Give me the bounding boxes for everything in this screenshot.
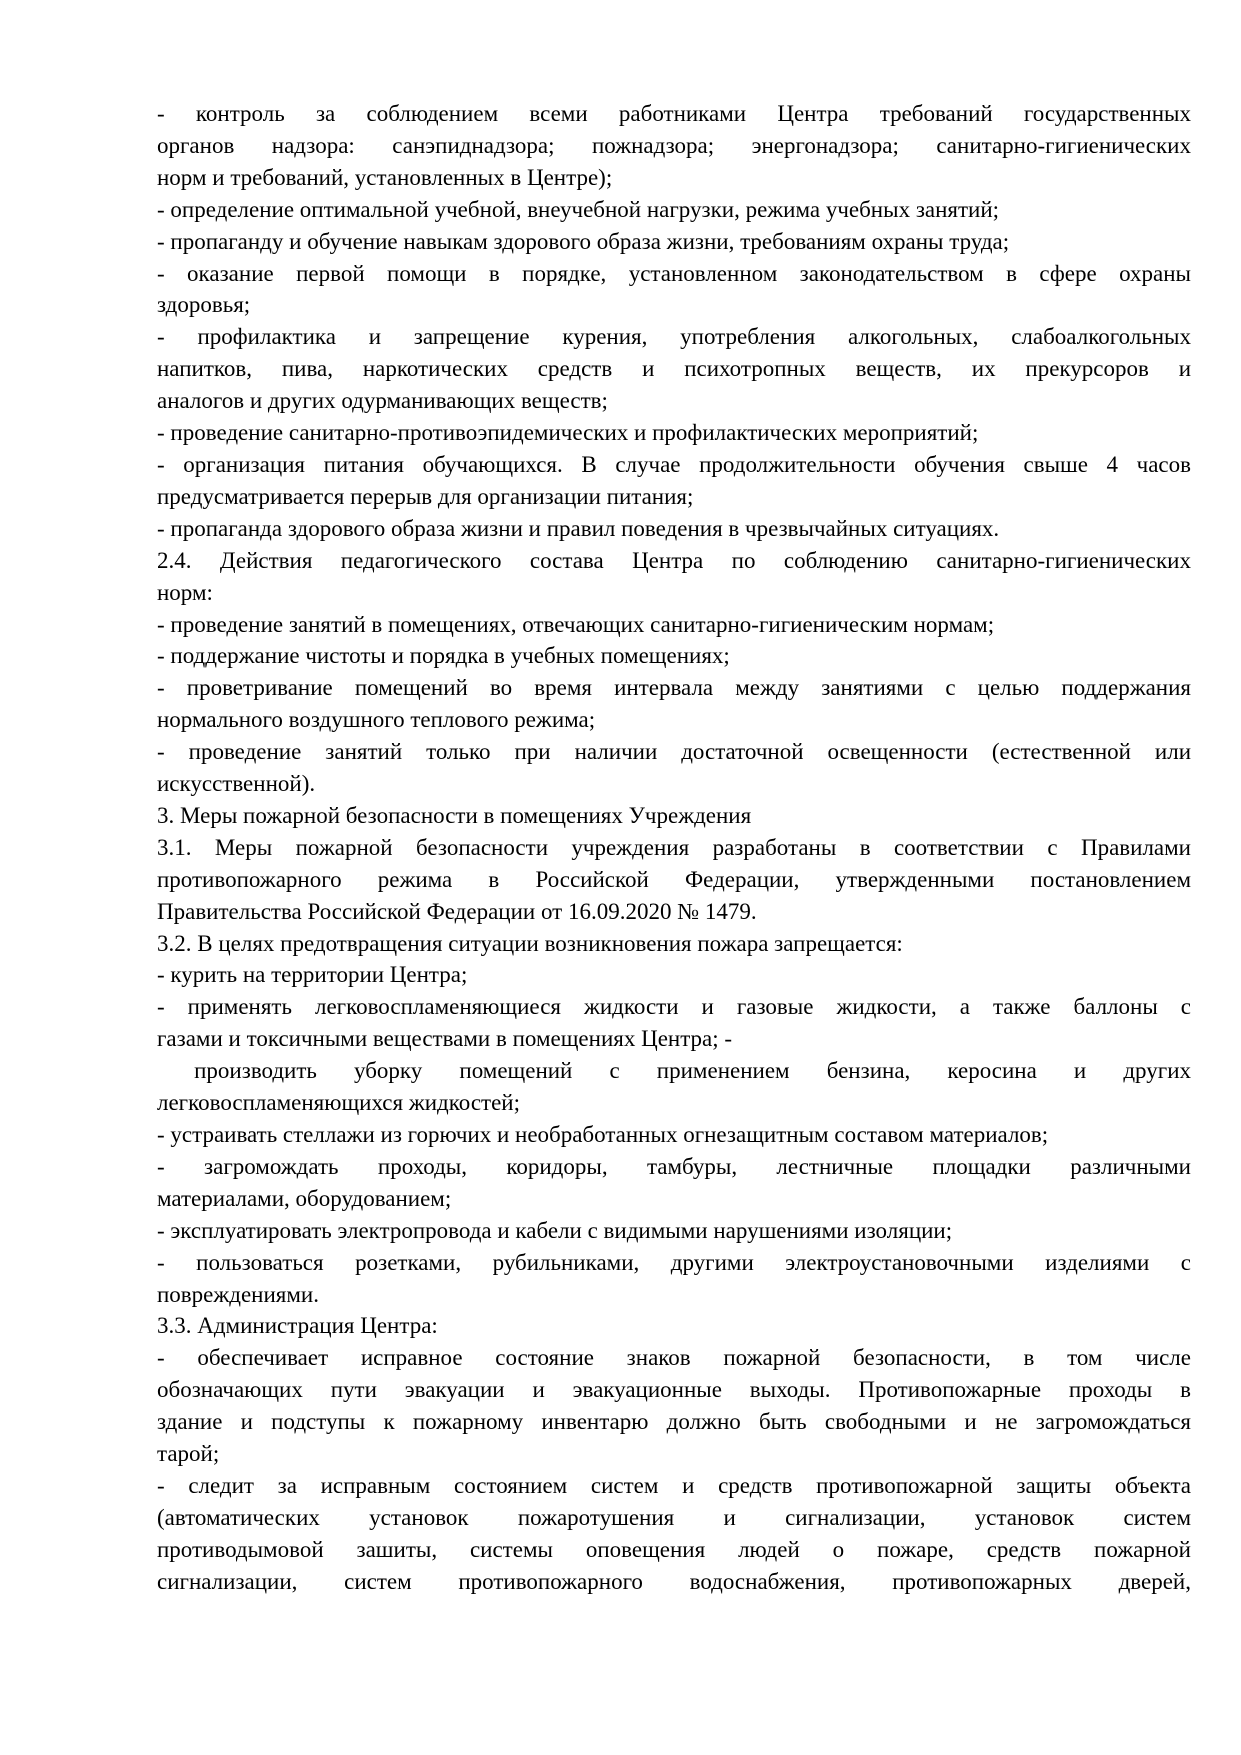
text-line: - загромождать проходы, коридоры, тамбуры, лестничные площадки различными: [157, 1153, 1191, 1179]
paragraph: [157, 640, 1191, 672]
text-line: (автоматических установок пожаротушения и сигнализации, установок систем: [157, 1504, 1191, 1530]
paragraph: [157, 258, 1191, 322]
paragraph: [157, 928, 1191, 960]
text-line: обозначающих пути эвакуации и эвакуационные выходы. Противопожарные проходы в: [157, 1377, 1191, 1403]
text-line: сигнализации, систем противопожарного водоснабжения, противопожарных дверей,: [157, 1568, 1191, 1594]
text-line: напитков, пива, наркотических средств и психотропных веществ, их прекурсоров и: [157, 356, 1191, 382]
text-line: - проведение санитарно-противоэпидемических и профилактических мероприятий;: [157, 420, 979, 446]
text-line: легковоспламеняющихся жидкостей;: [157, 1090, 520, 1116]
text-line: предусматривается перерыв для организации питания;: [157, 483, 694, 509]
text-line: 3. Меры пожарной безопасности в помещениях Учреждения: [157, 802, 752, 828]
paragraph: [157, 1342, 1191, 1470]
paragraph: [157, 449, 1191, 513]
paragraph: [157, 800, 1191, 832]
text-line: противопожарного режима в Российской Федерации, утвержденными постановлением: [157, 866, 1191, 892]
text-line: - организация питания обучающихся. В случае продолжительности обучения свыше 4 часов: [157, 451, 1191, 477]
text-line: - проветривание помещений во время интервала между занятиями с целью поддержания: [157, 675, 1191, 701]
text-line: - следит за исправным состоянием систем и средств противопожарной защиты объекта: [157, 1472, 1191, 1498]
text-line: 2.4. Действия педагогического состава Центра по соблюдению санитарно-гигиенических: [157, 547, 1191, 573]
paragraph: [157, 991, 1191, 1055]
paragraph: [157, 513, 1191, 545]
text-line: 3.1. Меры пожарной безопасности учреждения разработаны в соответствии с Правилами: [157, 834, 1191, 860]
paragraph: [157, 417, 1191, 449]
text-line: аналогов и других одурманивающих веществ;: [157, 388, 608, 414]
text-line: - пропаганду и обучение навыкам здорового образа жизни, требованиям охраны труда;: [157, 228, 1010, 254]
text-line: - определение оптимальной учебной, внеучебной нагрузки, режима учебных занятий;: [157, 196, 1000, 222]
paragraph: [157, 832, 1191, 928]
text-line: здание и подступы к пожарному инвентарю должно быть свободными и не загромождаться: [157, 1409, 1191, 1435]
text-line: - курить на территории Центра;: [157, 962, 468, 988]
paragraph: [157, 1215, 1191, 1247]
text-line: - применять легковоспламеняющиеся жидкости и газовые жидкости, а также баллоны с: [157, 994, 1191, 1020]
text-line: органов надзора: санэпиднадзора; пожнадзора; энергонадзора; санитарно-гигиенических: [157, 132, 1191, 158]
paragraph: [157, 609, 1191, 641]
text-line: норм и требований, установленных в Центре);: [157, 164, 613, 190]
text-line: 3.2. В целях предотвращения ситуации возникновения пожара запрещается:: [157, 930, 903, 956]
paragraph: [157, 672, 1191, 736]
text-line: тарой;: [157, 1441, 220, 1467]
paragraph: [157, 1151, 1191, 1215]
text-line: материалами, оборудованием;: [157, 1185, 452, 1211]
paragraph: [157, 98, 1191, 194]
text-line: нормального воздушного теплового режима;: [157, 707, 596, 733]
text-line: газами и токсичными веществами в помещениях Центра; -: [157, 1026, 733, 1052]
paragraph: [157, 1247, 1191, 1311]
text-line: норм:: [157, 579, 213, 605]
text-line: 3.3. Администрация Центра:: [157, 1313, 438, 1339]
paragraph: [157, 959, 1191, 991]
text-line: - контроль за соблюдением всеми работниками Центра требований государственных: [157, 101, 1191, 126]
text-line: искусственной).: [157, 771, 316, 797]
paragraph: [157, 1470, 1191, 1598]
paragraph: [157, 194, 1191, 226]
paragraph: [157, 545, 1191, 609]
text-line: - пропаганда здорового образа жизни и правил поведения в чрезвычайных ситуациях.: [157, 515, 1000, 541]
paragraph: [157, 1119, 1191, 1151]
text-line: - обеспечивает исправное состояние знаков пожарной безопасности, в том числе: [157, 1345, 1191, 1371]
text-line: - пользоваться розетками, рубильниками, другими электроустановочными изделиями с: [157, 1249, 1191, 1275]
text-line: - профилактика и запрещение курения, употребления алкогольных, слабоалкогольных: [157, 324, 1191, 350]
text-line: здоровья;: [157, 292, 251, 318]
text-line: Правительства Российской Федерации от 16.09.2020 № 1479.: [157, 898, 757, 924]
text-line: - эксплуатировать электропровода и кабели с видимыми нарушениями изоляции;: [157, 1217, 953, 1243]
document-text: [157, 98, 1191, 1598]
text-line: - проведение занятий в помещениях, отвечающих санитарно-гигиеническим нормам;: [157, 611, 995, 637]
paragraph: [157, 1310, 1191, 1342]
paragraph: [157, 321, 1191, 417]
text-line: - проведение занятий только при наличии достаточной освещенности (естественной или: [157, 739, 1191, 765]
text-line: повреждениями.: [157, 1281, 319, 1307]
text-line: - поддержание чистоты и порядка в учебных помещениях;: [157, 643, 730, 669]
text-line: - оказание первой помощи в порядке, установленном законодательством в сфере охраны: [157, 260, 1191, 286]
paragraph: [157, 1055, 1191, 1119]
text-line: - устраивать стеллажи из горючих и необработанных огнезащитным составом материалов;: [157, 1122, 1049, 1147]
paragraph: [157, 226, 1191, 258]
paragraph: [157, 736, 1191, 800]
text-line: производить уборку помещений с применением бензина, керосина и других: [157, 1058, 1191, 1084]
text-line: противодымовой зашиты, системы оповещения людей о пожаре, средств пожарной: [157, 1536, 1191, 1562]
